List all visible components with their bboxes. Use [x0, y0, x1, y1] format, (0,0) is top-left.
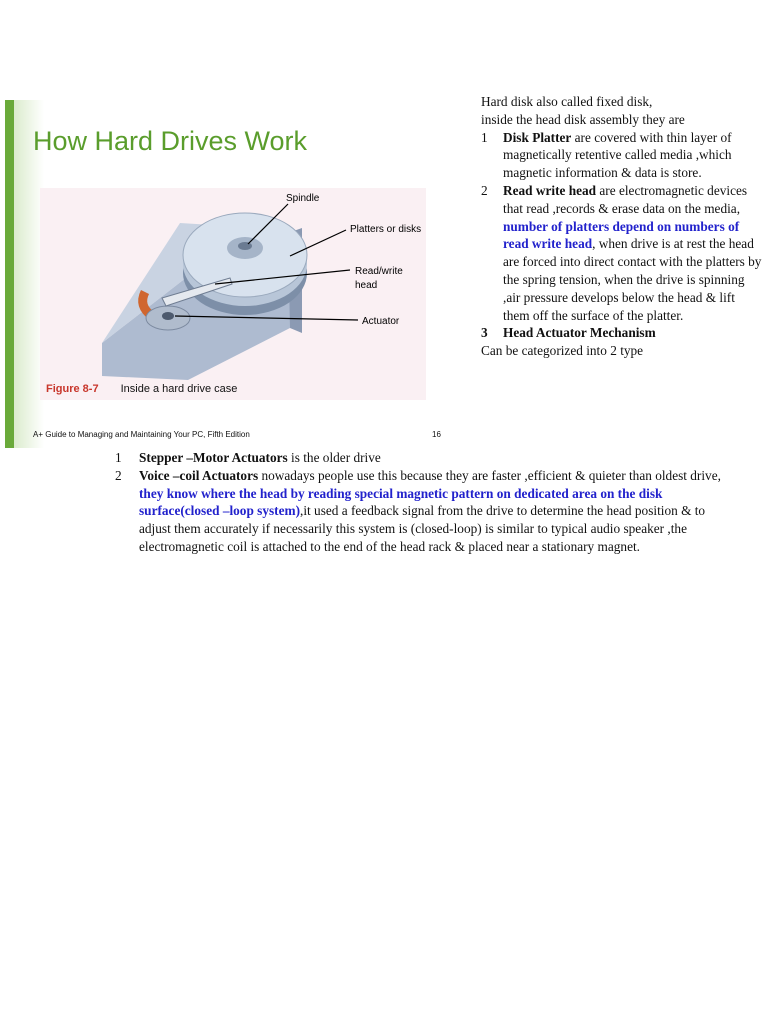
- list-number: 2: [115, 467, 122, 483]
- stepper-description: is the older drive: [287, 450, 381, 465]
- list-item-read-write-head: [481, 182, 763, 324]
- list-item-stepper-motor: [115, 449, 725, 467]
- list-item-disk-platter: [481, 129, 763, 182]
- read-write-highlight: number of platters depend on numbers of read write head: [503, 218, 740, 252]
- voice-coil-highlight: they know where the head by reading special magnetic pattern on dedicated area on the disk surface(closed –loop system): [139, 485, 663, 519]
- slide-footer: A+ Guide to Managing and Maintaining Your PC, Fifth Edition: [33, 430, 250, 439]
- slide-thumbnail: [0, 100, 442, 448]
- figure-caption-text: Inside a hard drive case: [120, 383, 238, 395]
- actuator-pivot: [162, 312, 174, 320]
- bottom-text: [115, 449, 725, 556]
- intro-line-2: inside the head disk assembly they are: [481, 111, 685, 127]
- disk-platter-description: are covered with thin layer of magnetically retentive called media ,which magnetic information & data is store.: [503, 129, 732, 181]
- intro-line-1: Hard disk also called fixed disk,: [481, 94, 653, 109]
- spindle-center: [238, 242, 252, 250]
- right-column-text: [481, 93, 763, 360]
- slide-accent-bar: [5, 100, 14, 448]
- categorized-line: Can be categorized into 2 type: [481, 343, 644, 359]
- voice-coil-description-b: ,it used a feedback signal from the drive to determine the head position & to adjust them accurately if necessarily this system is (closed-loop) is similar to typical audio speaker ,the electromagnetic coil is attached to the end of the head rack & placed near a stationary magnet.: [139, 503, 706, 554]
- slide-page-number: 16: [432, 430, 441, 439]
- read-write-description-b: , when drive is at rest the head are forced into direct contact with the platters by the spring tension, when the drive is spinning ,air pressure develops below the head & lift them off the surface of the platter.: [503, 236, 762, 323]
- list-number: 1: [481, 129, 488, 145]
- figure-number: Figure 8-7: [46, 383, 99, 395]
- list-item-head-actuator: [481, 324, 763, 342]
- label-read-write-2: head: [355, 280, 378, 291]
- term-disk-platter: Disk Platter: [503, 129, 572, 145]
- list-number: 1: [115, 450, 122, 465]
- term-voice-coil: Voice –coil Actuators: [139, 467, 259, 483]
- label-read-write-1: Read/write: [355, 266, 403, 277]
- label-spindle: Spindle: [286, 193, 320, 204]
- hard-drive-illustration: [40, 188, 426, 383]
- term-head-actuator: Head Actuator Mechanism: [503, 325, 656, 341]
- label-platters: Platters or disks: [350, 224, 422, 235]
- term-stepper-motor: Stepper –Motor Actuators: [139, 450, 288, 465]
- read-write-description-a: are electromagnetic devices that read ,records & erase data on the media,: [503, 182, 748, 216]
- figure-caption: [46, 383, 237, 395]
- voice-coil-description-a: nowadays people use this because they are faster ,efficient & quieter than oldest drive,: [258, 467, 721, 483]
- term-read-write-head: Read write head: [503, 182, 597, 198]
- list-item-voice-coil: [115, 467, 725, 556]
- slide-title: How Hard Drives Work: [33, 126, 308, 156]
- list-number: 3: [481, 325, 488, 341]
- label-actuator: Actuator: [362, 316, 400, 327]
- list-number: 2: [481, 182, 488, 198]
